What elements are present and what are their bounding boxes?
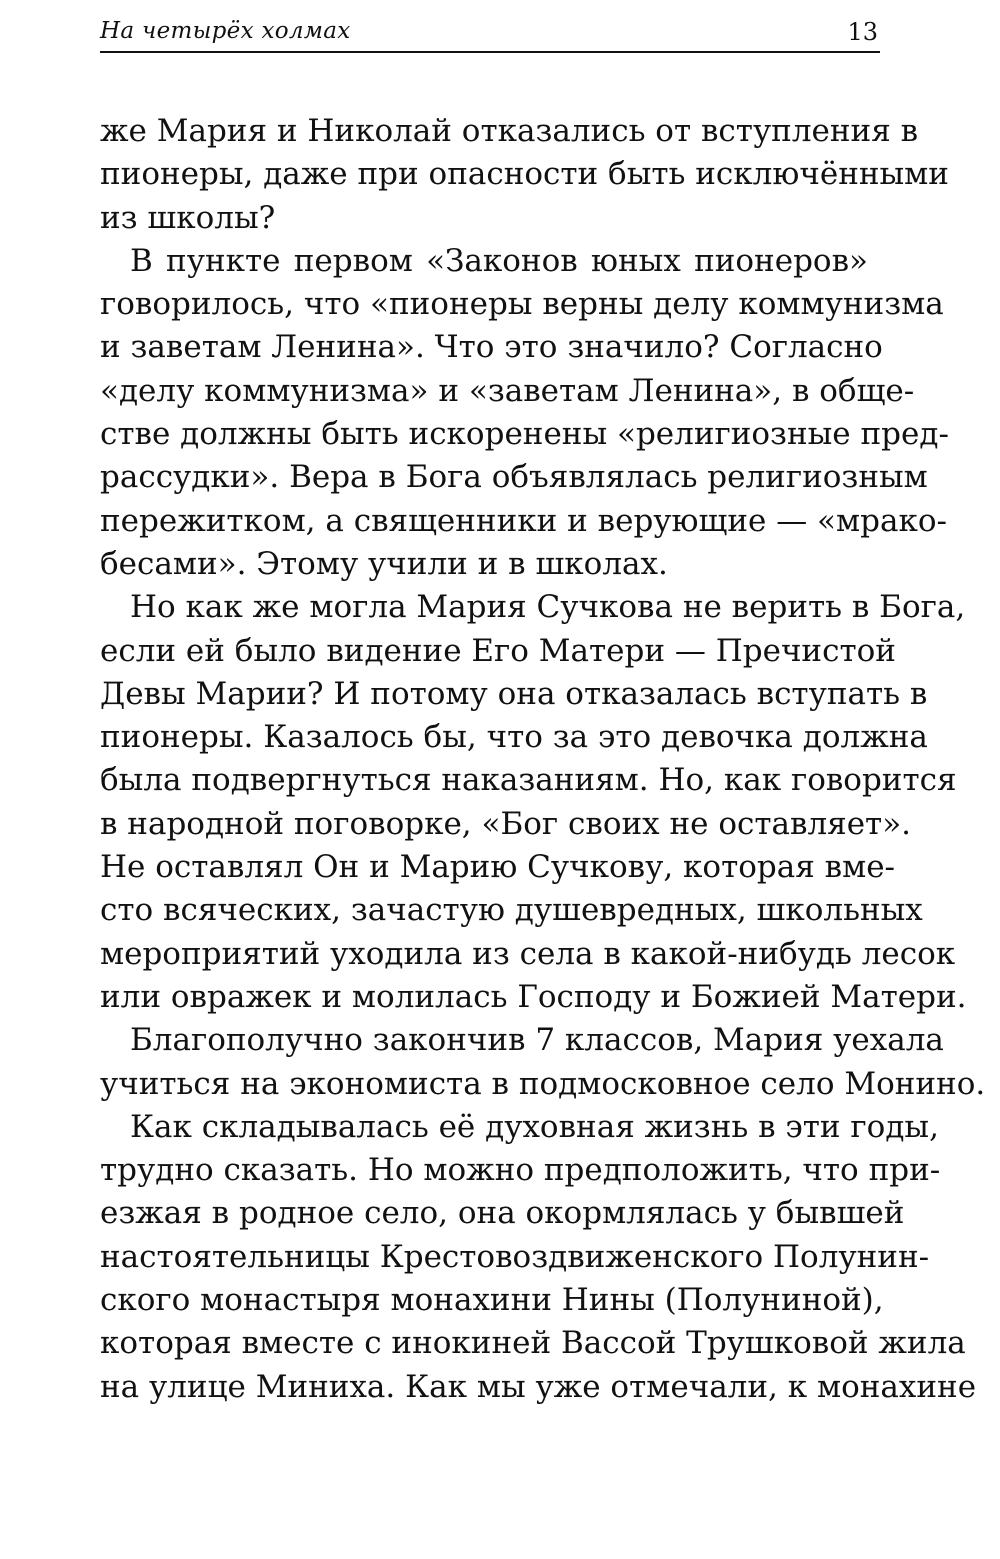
header-divider [100, 51, 880, 53]
text-line: если ей было видение Его Матери — Пречистой [100, 632, 896, 669]
text-line: которая вместе с инокиней Вассой Трушковой жила [100, 1325, 966, 1362]
paragraph [100, 240, 949, 586]
text-line: пионеры. Казалось бы, что за это девочка должна [100, 719, 928, 756]
text-line: Не оставлял Он и Марию Сучкову, которая вме- [100, 849, 896, 886]
paragraph [100, 586, 967, 1019]
body-text [100, 110, 986, 1409]
text-line: была подвергнуться наказаниям. Но, как говорится [100, 762, 957, 799]
page-number: 13 [847, 18, 878, 46]
text-line: Как складывалась её духовная жизнь в эти годы, [130, 1108, 939, 1145]
text-line: В пункте первом «Законов юных пионеров» [130, 242, 868, 279]
text-line: Но как же могла Мария Сучкова не верить в Бога, [130, 589, 966, 626]
text-line: в народной поговорке, «Бог своих не оставляет». [100, 805, 912, 842]
text-line: или овражек и молилась Господу и Божией Матери. [100, 978, 967, 1015]
text-line: бесами». Этому учили и в школах. [100, 545, 668, 582]
text-line: настоятельницы Крестовоздвиженского Полунин- [100, 1238, 930, 1275]
text-line: Благополучно закончив 7 классов, Мария уехала [130, 1022, 944, 1059]
text-line: «делу коммунизма» и «заветам Ленина», в обще- [100, 372, 915, 409]
text-line: стве должны быть искоренены «религиозные пред- [100, 416, 949, 453]
text-line: езжая в родное село, она окормлялась у бывшей [100, 1195, 905, 1232]
text-line: рассудки». Вера в Бога объявлялась религиозным [100, 459, 928, 496]
text-line: же Мария и Николай отказались от вступления в [100, 113, 919, 149]
text-line: пионеры, даже при опасности быть исключёнными [100, 156, 949, 193]
text-line: пережитком, а священники и верующие — «мрако- [100, 502, 947, 539]
paragraph [100, 1106, 977, 1409]
text-line: из школы? [100, 199, 276, 236]
page-header [100, 14, 880, 54]
text-line: Девы Марии? И потому она отказалась вступать в [100, 675, 928, 712]
text-line: учиться на экономиста в подмосковное село Монино. [100, 1065, 986, 1102]
running-title: На четырёх холмах [100, 18, 351, 44]
text-line: сто всяческих, зачастую душевредных, школьных [100, 892, 923, 929]
paragraph [100, 1019, 986, 1106]
paragraph [100, 110, 949, 240]
text-line: трудно сказать. Но можно предположить, что при- [100, 1152, 941, 1189]
text-line: говорилось, что «пионеры верны делу коммунизма [100, 286, 944, 323]
text-line: на улице Миниха. Как мы уже отмечали, к монахине [100, 1368, 977, 1405]
text-line: мероприятий уходила из села в какой-нибудь лесок [100, 935, 956, 972]
text-line: и заветам Ленина». Что это значило? Согласно [100, 329, 883, 366]
text-line: ского монастыря монахини Нины (Полуниной), [100, 1282, 884, 1319]
